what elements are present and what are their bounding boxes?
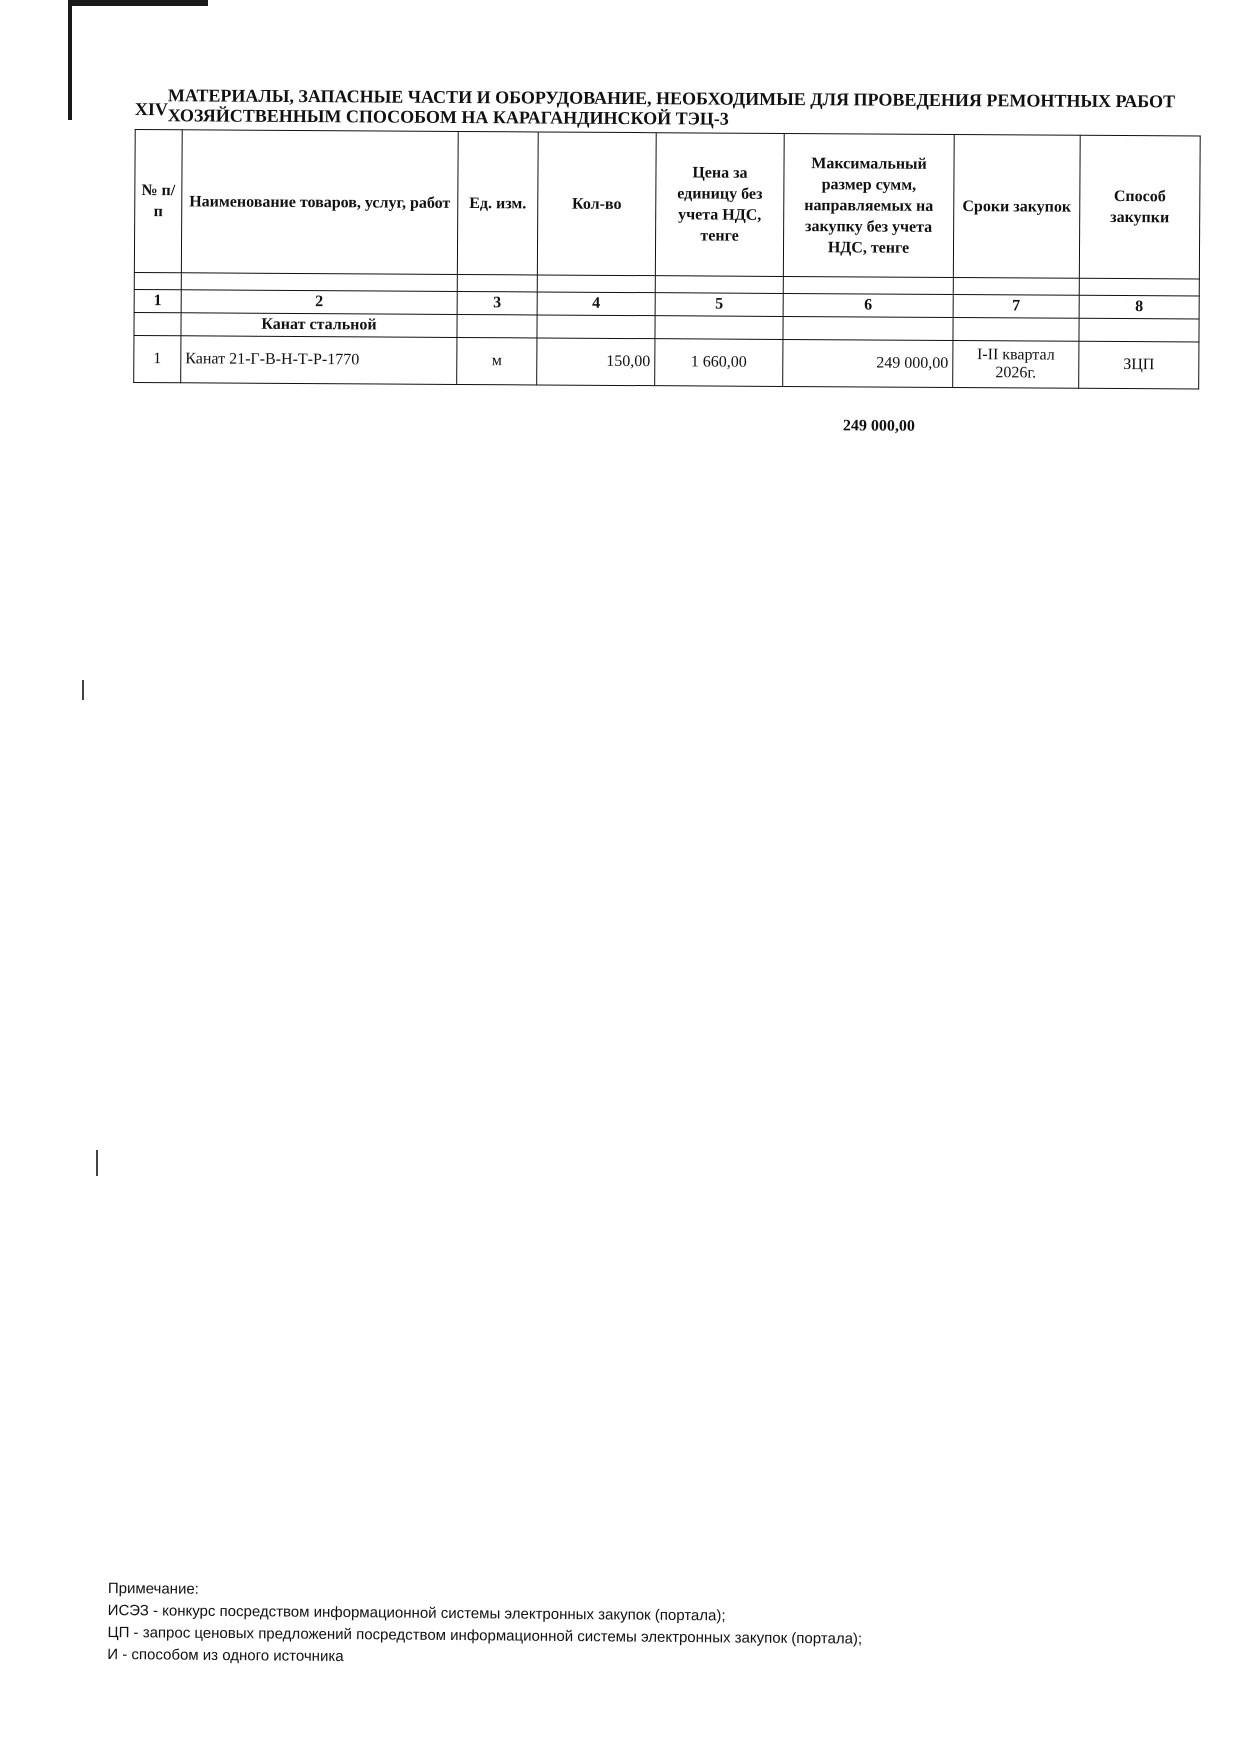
header-cell: Наименование товаров, услуг, работ [181,130,458,275]
spacer-cell [181,273,457,292]
goods-table [133,129,1201,390]
spacer-cell [134,272,181,289]
spacer-cell [1079,278,1199,296]
group-cell-empty [134,312,181,335]
column-number: 6 [783,293,953,317]
scan-edge-left [68,0,72,120]
document [133,85,1200,435]
header-row [134,130,1200,280]
group-cell-empty [457,314,537,337]
item-quantity: 150,00 [537,338,655,386]
item-term: I-II квартал 2026г. [953,341,1079,389]
header-cell: Кол-во [537,132,656,276]
scan-mark [96,1150,98,1176]
header-cell: Сроки закупок [953,135,1080,279]
header-cell: № п/п [134,130,182,273]
section-heading [135,85,1200,132]
header-cell: Способ закупки [1079,135,1200,279]
spacer-cell [783,276,953,294]
item-sum: 249 000,00 [783,339,953,387]
notes [107,1578,862,1673]
note-item: ЦП - запрос ценовых предложений посредством информационной системы электронных закупок (портала); [107,1623,863,1648]
item-unit: м [457,337,537,384]
column-number: 7 [953,295,1079,319]
note-item: И - способом из одного источника [107,1645,344,1666]
header-cell: Цена за единицу без учета НДС, тенге [655,133,784,277]
scan-mark [82,680,84,700]
row-number: 1 [134,335,181,382]
group-cell-empty [1079,318,1199,342]
column-number: 1 [134,289,181,312]
note-item: ИСЭЗ - конкурс посредством информационной системы электронных закупок (портала); [107,1601,726,1625]
table-row [134,335,1199,389]
item-method: ЗЦП [1079,341,1199,389]
column-number: 4 [537,292,655,316]
spacer-cell [953,278,1079,296]
scan-edge-top [68,0,208,6]
spacer-cell [537,275,655,293]
section-title: МАТЕРИАЛЫ, ЗАПАСНЫЕ ЧАСТИ И ОБОРУДОВАНИЕ, НЕОБХОДИМЫЕ ДЛЯ ПРОВЕДЕНИЯ РЕМОНТНЫХ РАБОТ ХОЗЯЙСТВЕННЫМ СПОСОБОМ НА КАРАГАНДИНСКОЙ ТЭЦ-3 [167,85,1176,129]
group-title: Канат стальной [181,313,457,338]
column-number: 3 [457,291,537,314]
column-number: 5 [655,293,783,317]
spacer-cell [655,276,783,294]
column-number: 2 [181,290,457,315]
notes-title: Примечание: [107,1579,199,1598]
spacer-cell [457,274,537,291]
section-number: XIV [134,98,168,120]
group-cell-empty [655,316,783,340]
header-cell: Максимальный размер сумм, направляемых на закупку без учета НДС, тенге [783,133,954,277]
group-cell-empty [953,318,1079,342]
column-number: 8 [1079,295,1199,319]
group-cell-empty [783,316,953,340]
group-cell-empty [537,315,655,339]
item-price: 1 660,00 [655,339,783,387]
item-name: Канат 21-Г-В-Н-Т-Р-1770 [181,336,457,385]
header-cell: Ед. изм. [457,131,538,274]
grand-total: 249 000,00 [842,417,915,435]
